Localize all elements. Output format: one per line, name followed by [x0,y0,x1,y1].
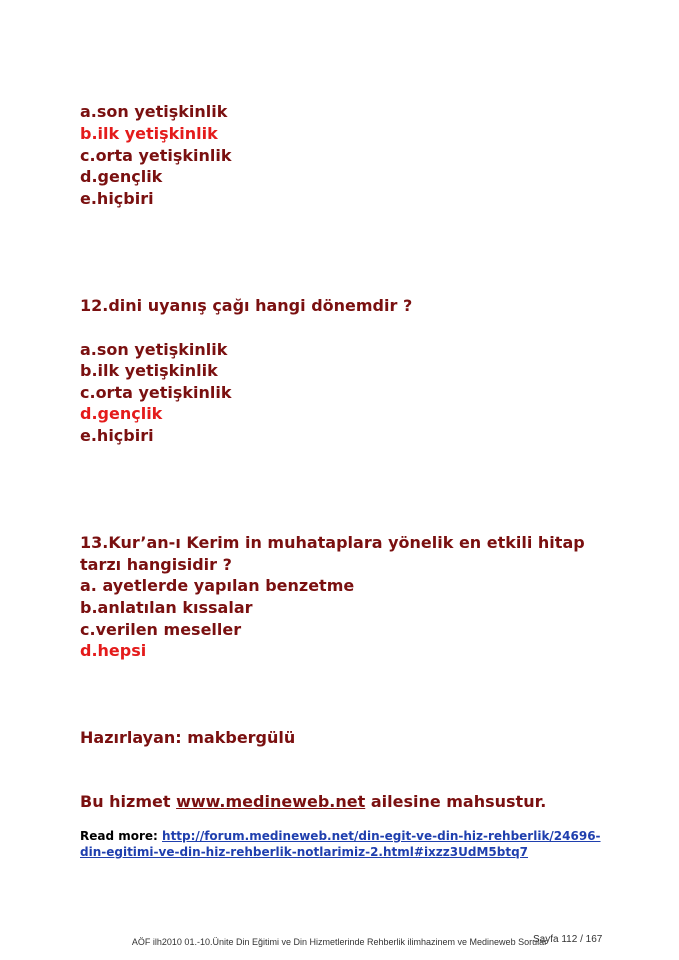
q13-option-b: b.anlatılan kıssalar [80,598,253,617]
read-more-url[interactable]: http://forum.medineweb.net/din-egit-ve-din-hiz-rehberlik/24696-din-egitimi-ve-din-hiz-rehberlik-notlarimiz-2.html#ixzz3UdM5btq7 [80,829,601,859]
footer-title: AÖF ilh2010 01.-10.Ünite Din Eğitimi ve Din Hizmetlerinde Rehberlik ilimhazinem ve Medineweb Sorular [131,937,548,947]
question-12: 12.dini uyanış çağı hangi dönemdir ? [80,296,413,315]
service-line [80,792,546,812]
q12-option-d-correct: d.gençlik [80,404,163,423]
q12-option-e: e.hiçbiri [80,426,154,445]
page-number: Sayfa 112 / 167 [533,934,603,945]
option-b-correct: b.ilk yetişkinlik [80,124,218,143]
page-footer [0,936,679,948]
q13-option-a: a. ayetlerde yapılan benzetme [80,576,355,595]
option-e: e.hiçbiri [80,189,154,208]
question-13-line1: 13.Kur’an-ı Kerim in muhataplara yönelik en etkili hitap [80,533,585,552]
q12-option-c: c.orta yetişkinlik [80,383,232,402]
option-d: d.gençlik [80,167,163,186]
option-a: a.son yetişkinlik [80,102,228,121]
medineweb-link[interactable]: www.medineweb.net [176,792,366,811]
q12-option-b: b.ilk yetişkinlik [80,361,218,380]
question-13-line2: tarzı hangisidir ? [80,555,232,574]
read-more [80,828,620,860]
q13-option-c: c.verilen meseller [80,620,242,639]
q12-option-a: a.son yetişkinlik [80,340,228,359]
service-prefix: Bu hizmet [80,792,177,811]
read-more-label: Read more: [80,829,163,843]
q13-option-d-correct: d.hepsi [80,641,147,660]
option-c: c.orta yetişkinlik [80,146,232,165]
author-credit: Hazırlayan: makbergülü [80,728,296,747]
service-suffix: ailesine mahsustur. [365,792,547,811]
